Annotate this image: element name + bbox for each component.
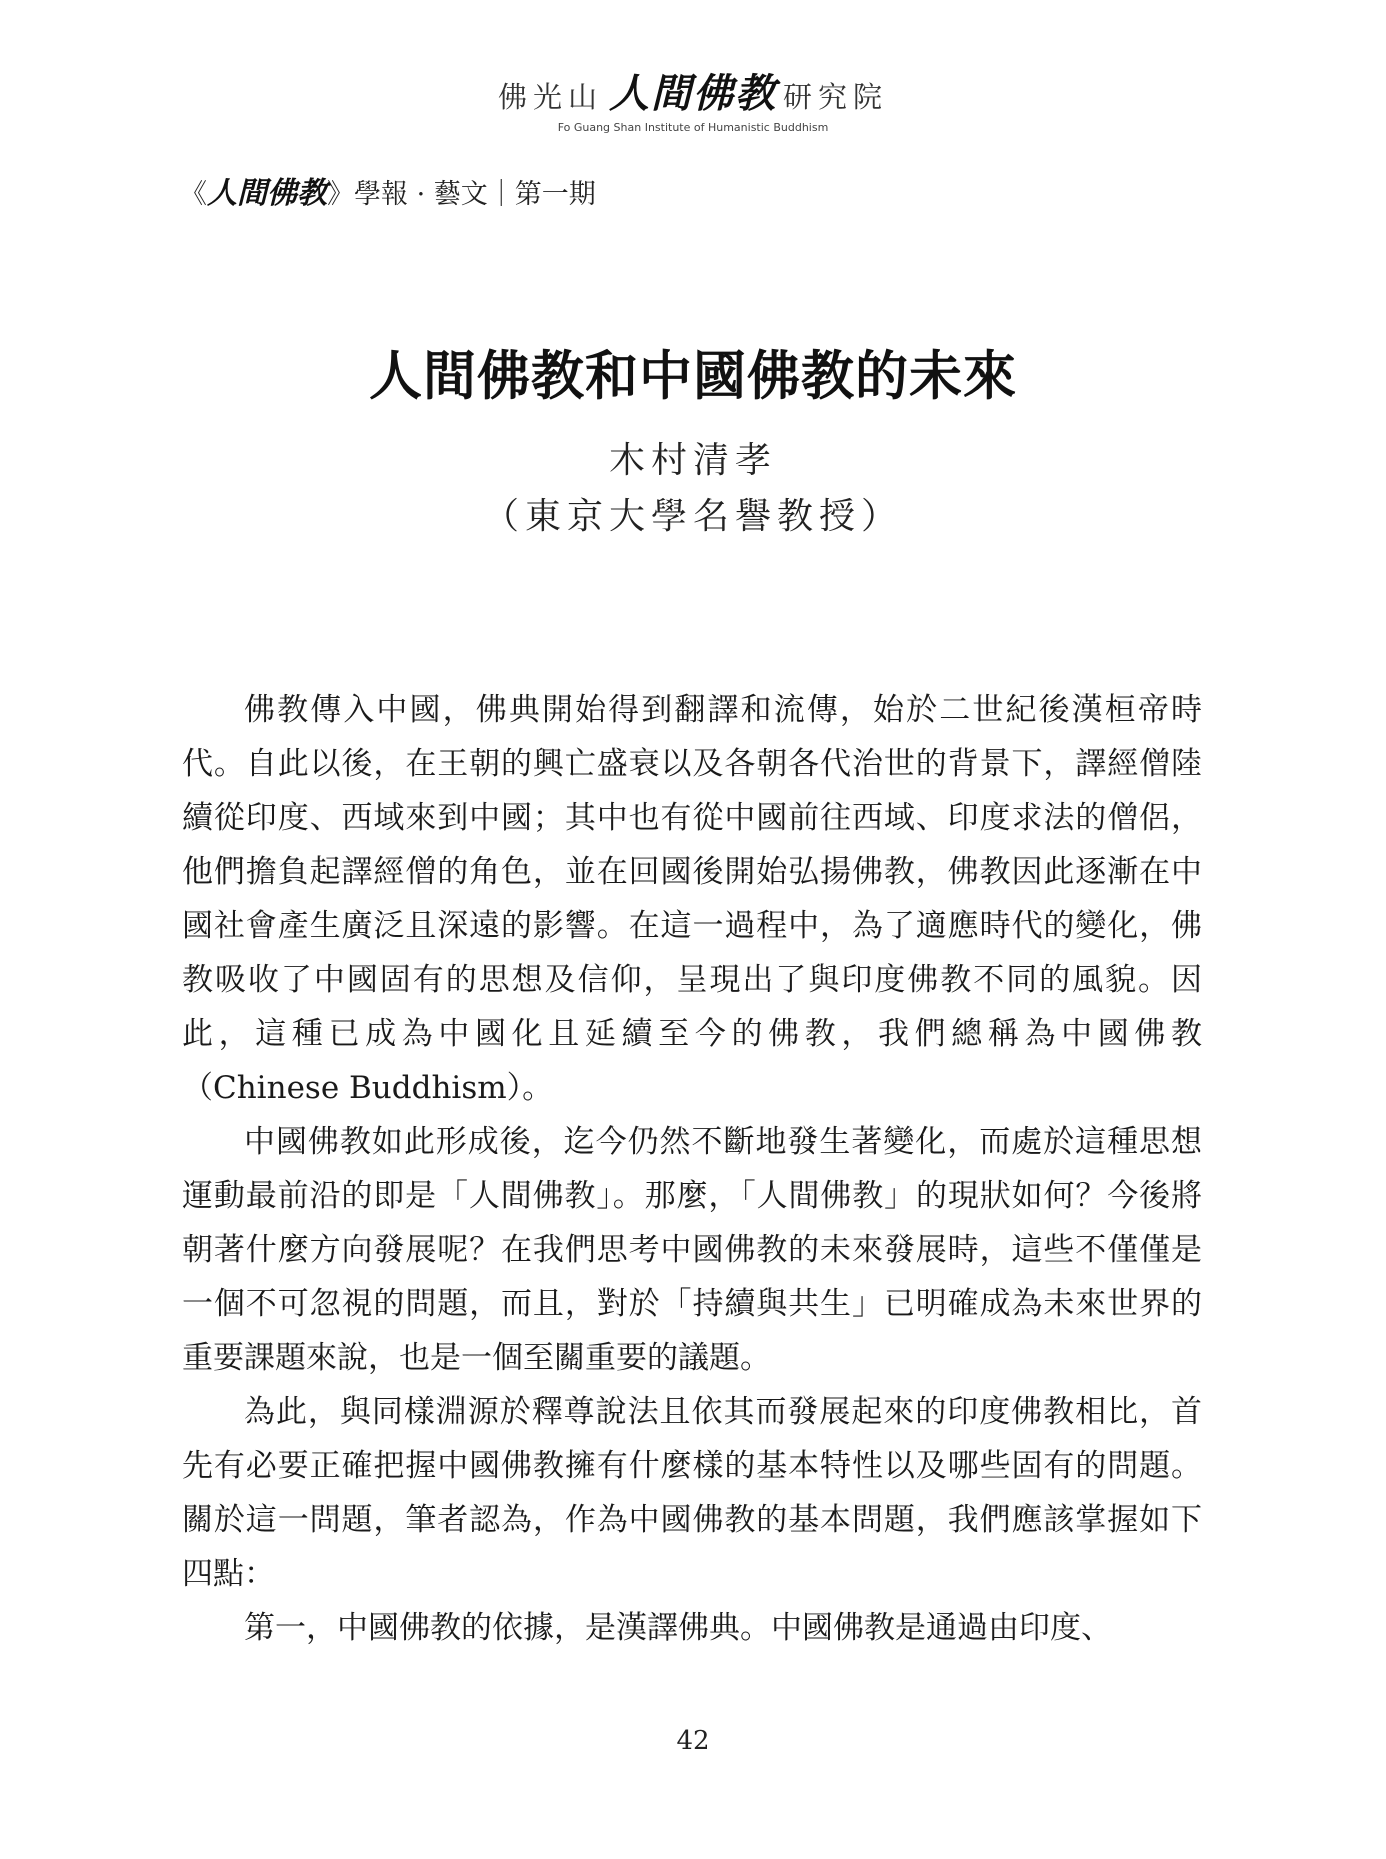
body-paragraph-4: 第一，中國佛教的依據，是漢譯佛典。中國佛教是通過由印度、 [244,1610,1112,1646]
masthead-subtitle: Fo Guang Shan Institute of Humanistic Buddhism [557,121,829,134]
page-number: 42 [676,1726,710,1756]
body-paragraph-2: 中國佛教如此形成後，迄今仍然不斷地發生著變化，而處於這種思想運動最前沿的即是「人間佛教」。那麼，「人間佛教」的現狀如何？今後將朝著什麼方向發展呢？在我們思考中國佛教的未來發展時，這些不僅僅是一個不可忽視的問題，而且，對於「持續與共生」已明確成為未來世界的重要課題來說，也是一個至關重要的議題。 [182,1124,1202,1376]
journal-open-bracket: 《 [180,179,207,210]
masthead-left-text: 佛光山 [497,80,603,114]
journal-issue-label: 》學報 · 藝文｜第一期 [327,179,596,210]
article-body [182,683,1202,1655]
article-title: 人間佛教和中國佛教的未來 [369,344,1017,407]
author-affiliation: （東京大學名譽教授） [482,496,903,537]
article-author: 木村清孝 [608,440,777,481]
journal-running-head [180,168,596,212]
masthead-logo [498,62,888,119]
masthead [0,62,1386,134]
body-paragraph-1: 佛教傳入中國，佛典開始得到翻譯和流傳，始於二世紀後漢桓帝時代。自此以後，在王朝的興亡盛衰以及各朝各代治世的背景下，譯經僧陸續從印度、西域來到中國；其中也有從中國前往西域、印度求法的僧侶，他們擔負起譯經僧的角色，並在回國後開始弘揚佛教，佛教因此逐漸在中國社會產生廣泛且深遠的影響。在這一過程中，為了適應時代的變化，佛教吸收了中國固有的思想及信仰，呈現出了與印度佛教不同的風貌。因此，這種已成為中國化且延續至今的佛教，我們總稱為中國佛教（Chinese Buddhism）。 [182,692,1202,1106]
masthead-right-text: 研究院 [783,80,889,114]
masthead-brand-calligraphy: 人間佛教 [609,70,777,117]
body-paragraph-3: 為此，與同樣淵源於釋尊說法且依其而發展起來的印度佛教相比，首先有必要正確把握中國佛教擁有什麼樣的基本特性以及哪些固有的問題。關於這一問題，筆者認為，作為中國佛教的基本問題，我們應該掌握如下四點： [182,1394,1202,1592]
journal-brand: 人間佛教 [207,176,327,211]
